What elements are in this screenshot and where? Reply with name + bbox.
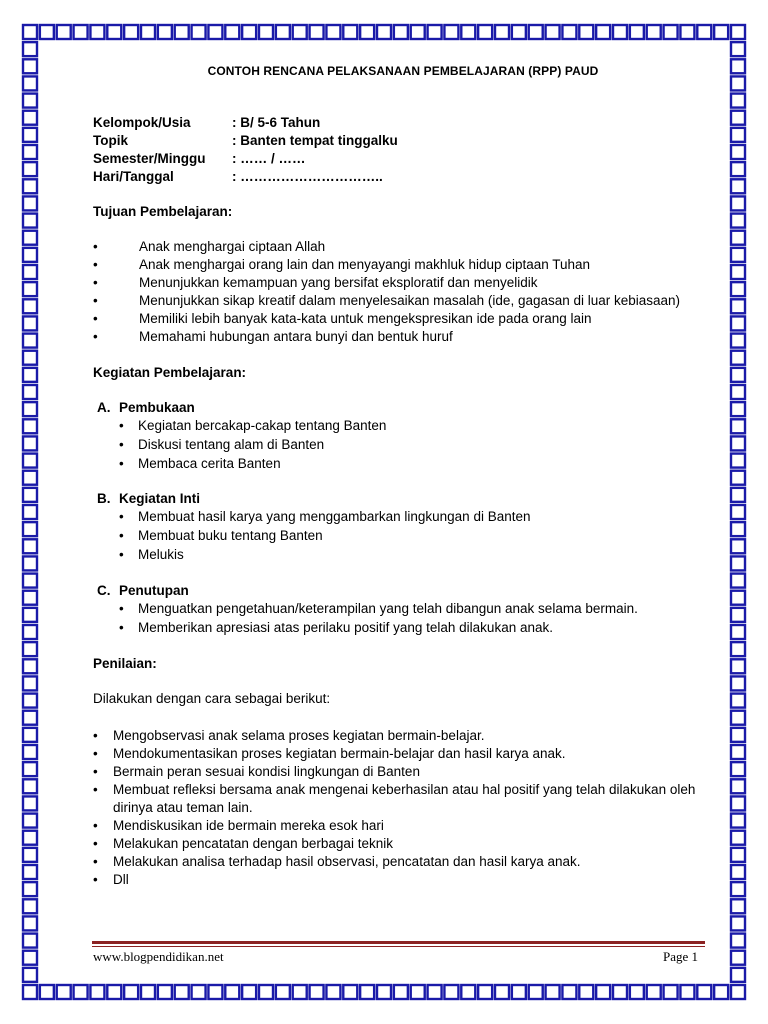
section-kegiatan-inti (93, 490, 531, 565)
bullet: • (93, 854, 98, 869)
bullet: • (119, 437, 124, 452)
footer-website-link[interactable]: www.blogpendidikan.net (93, 949, 224, 964)
list-item (119, 619, 638, 638)
list-item-text: Mendiskusikan ide bermain mereka esok hari (113, 818, 384, 833)
bullet: • (93, 293, 98, 308)
section-heading (93, 399, 386, 417)
list-item (119, 546, 531, 565)
bullet: • (93, 872, 98, 887)
kegiatan-heading: Kegiatan Pembelajaran: (93, 365, 247, 380)
list-item (93, 292, 680, 310)
list-item (93, 763, 713, 781)
section-pembukaan (93, 399, 386, 474)
bullet: • (93, 329, 98, 344)
list-item-text: Anak menghargai orang lain dan menyayangi makhluk hidup ciptaan Tuhan (139, 257, 591, 272)
info-row-semester (93, 150, 398, 168)
info-block (93, 114, 398, 186)
list-item-text: Kegiatan bercakap-cakap tentang Banten (138, 418, 387, 433)
section-title: Penutupan (119, 583, 189, 598)
list-item (93, 256, 680, 274)
bullet: • (93, 782, 98, 797)
footer-rule-thick (92, 941, 705, 944)
list-item (119, 436, 386, 455)
list-item-text: Mendokumentasikan proses kegiatan bermain-belajar dan hasil karya anak. (113, 746, 566, 761)
list-item-text: Membuat hasil karya yang menggambarkan lingkungan di Banten (138, 509, 531, 524)
list-item (119, 417, 386, 436)
info-value: : …… / …… (232, 151, 306, 166)
list-item-text: Membaca cerita Banten (138, 456, 281, 471)
info-value: : Banten tempat tinggalku (232, 133, 398, 148)
section-letter: A. (97, 400, 111, 415)
list-item-text: Bermain peran sesuai kondisi lingkungan di Banten (113, 764, 420, 779)
bullet: • (119, 456, 124, 471)
list-item (93, 238, 680, 256)
bullet: • (93, 818, 98, 833)
list-item (93, 310, 680, 328)
list-item-text: Menguatkan pengetahuan/keterampilan yang telah dibangun anak selama bermain. (138, 601, 638, 616)
bullet: • (93, 836, 98, 851)
list-item-text: Dll (113, 872, 129, 887)
bullet: • (93, 311, 98, 326)
list-item (119, 527, 531, 546)
tujuan-heading: Tujuan Pembelajaran: (93, 204, 233, 219)
document-title: CONTOH RENCANA PELAKSANAAN PEMBELAJARAN (RPP) PAUD (207, 64, 599, 78)
list-item-text: Memberikan apresiasi atas perilaku positif yang telah dilakukan anak. (138, 620, 553, 635)
list-item (93, 745, 713, 763)
bullet: • (119, 509, 124, 524)
bullet: • (93, 275, 98, 290)
list-item (93, 328, 680, 346)
section-letter: B. (97, 491, 111, 506)
list-item (119, 455, 386, 474)
list-item-text: Membuat buku tentang Banten (138, 528, 323, 543)
info-row-hari (93, 168, 398, 186)
list-item-text: Menunjukkan kemampuan yang bersifat eksploratif dan menyelidik (139, 275, 538, 290)
list-item (119, 508, 531, 527)
section-title: Kegiatan Inti (119, 491, 201, 506)
info-row-topik (93, 132, 398, 150)
footer-page-number: Page 1 (663, 949, 699, 964)
info-value: : B/ 5-6 Tahun (232, 115, 321, 130)
section-heading (93, 490, 531, 508)
list-item (93, 871, 713, 889)
list-item (93, 727, 713, 745)
bullet: • (93, 728, 98, 743)
bullet: • (93, 257, 98, 272)
bullet: • (119, 620, 124, 635)
tujuan-list (93, 238, 680, 346)
list-item-text: Melakukan analisa terhadap hasil observasi, pencatatan dan hasil karya anak. (113, 854, 581, 869)
list-item-text: Memiliki lebih banyak kata-kata untuk mengekspresikan ide pada orang lain (139, 311, 592, 326)
section-items (93, 600, 638, 638)
list-item-text: Melakukan pencatatan dengan berbagai teknik (113, 836, 393, 851)
list-item-text: Membuat refleksi bersama anak mengenai keberhasilan atau hal positif yang telah dilakukan oleh dirinya atau teman lain. (113, 782, 696, 815)
bullet: • (93, 764, 98, 779)
info-label: Hari/Tanggal (93, 169, 174, 184)
list-item-text: Mengobservasi anak selama proses kegiatan bermain-belajar. (113, 728, 485, 743)
bullet: • (119, 547, 124, 562)
list-item-text: Anak menghargai ciptaan Allah (139, 239, 326, 254)
list-item (93, 781, 713, 817)
penilaian-intro: Dilakukan dengan cara sebagai berikut: (93, 691, 331, 706)
bullet: • (119, 418, 124, 433)
list-item (93, 835, 713, 853)
info-value: : ………………………….. (232, 169, 383, 184)
section-letter: C. (97, 583, 111, 598)
info-label: Semester/Minggu (93, 151, 206, 166)
section-penutupan (93, 582, 638, 638)
bullet: • (93, 746, 98, 761)
bullet: • (119, 601, 124, 616)
info-label: Kelompok/Usia (93, 115, 191, 130)
section-heading (93, 582, 638, 600)
list-item (93, 817, 713, 835)
penilaian-list (93, 727, 713, 889)
section-title: Pembukaan (119, 400, 195, 415)
footer-rule-thin (92, 946, 705, 947)
list-item-text: Diskusi tentang alam di Banten (138, 437, 325, 452)
info-row-kelompok (93, 114, 398, 132)
penilaian-heading: Penilaian: (93, 656, 157, 671)
bullet: • (93, 239, 98, 254)
section-items (93, 417, 386, 474)
list-item (119, 600, 638, 619)
list-item-text: Melukis (138, 547, 184, 562)
info-label: Topik (93, 133, 128, 148)
list-item-text: Menunjukkan sikap kreatif dalam menyelesaikan masalah (ide, gagasan di luar kebiasaan) (139, 293, 681, 308)
list-item-text: Memahami hubungan antara bunyi dan bentuk huruf (139, 329, 453, 344)
list-item (93, 274, 680, 292)
list-item (93, 853, 713, 871)
bullet: • (119, 528, 124, 543)
section-items (93, 508, 531, 565)
